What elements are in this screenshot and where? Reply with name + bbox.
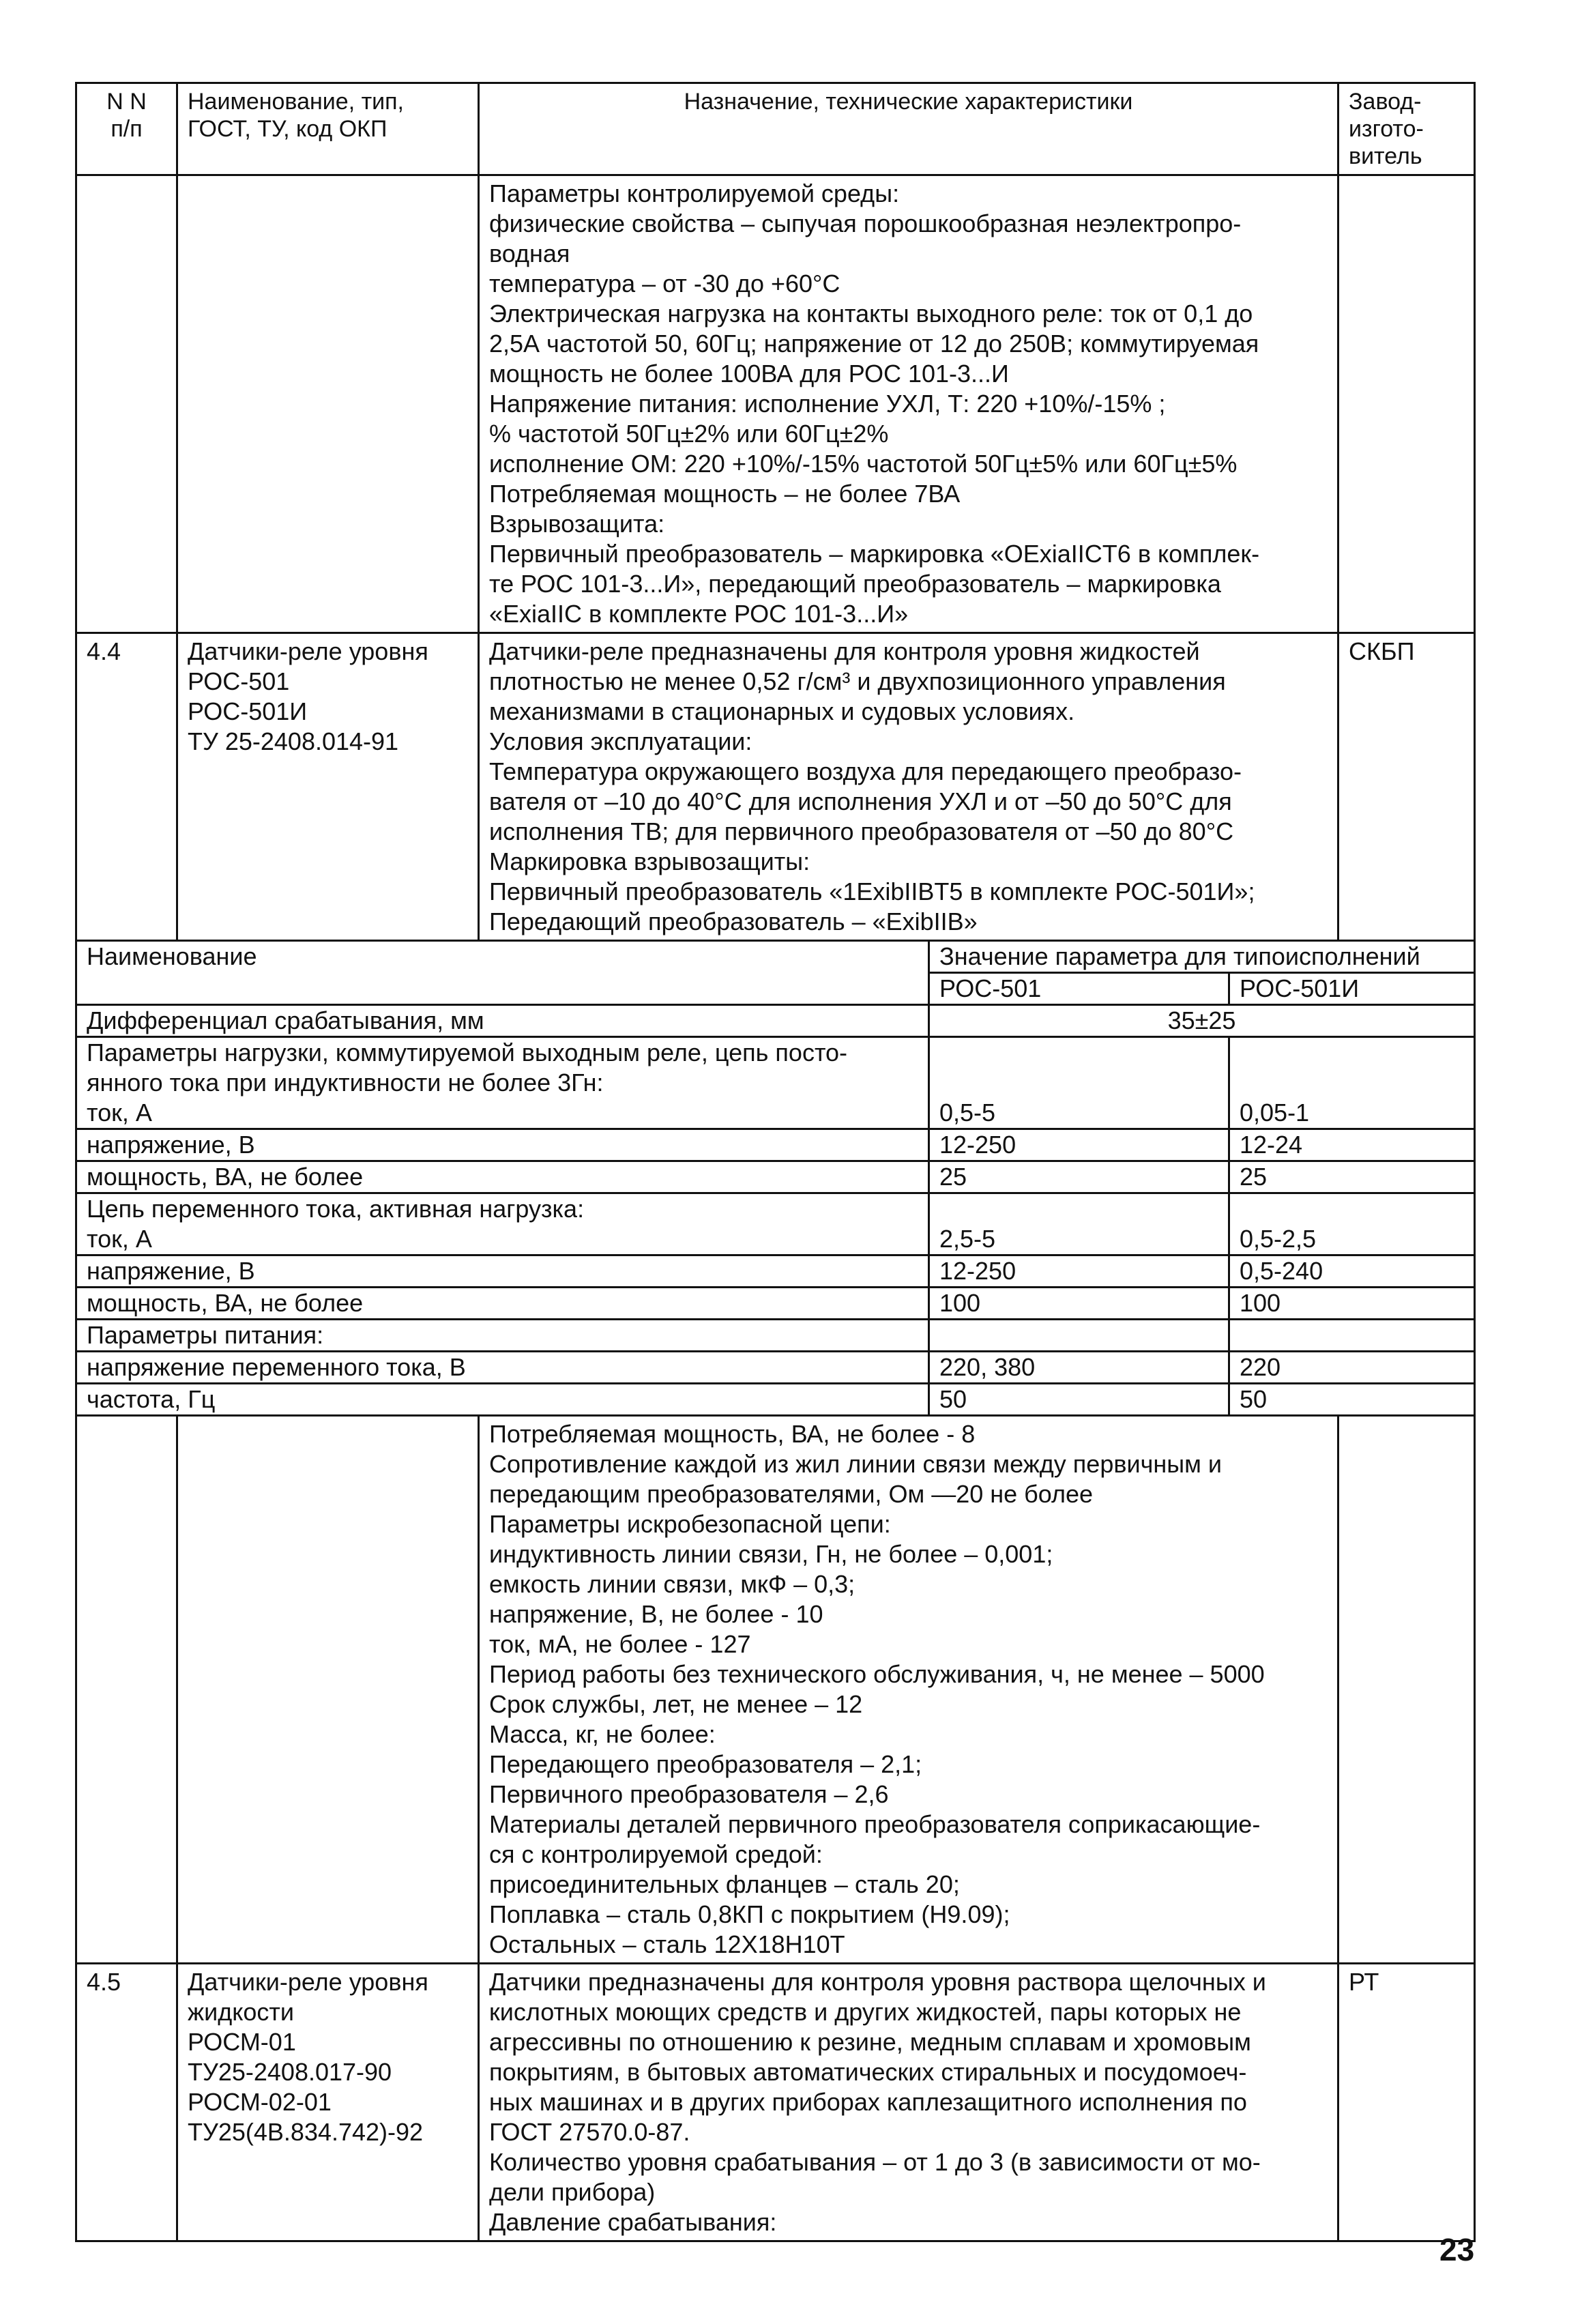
param-label: Параметры нагрузки, коммутируемой выходным реле, цепь посто- янного тока при индуктивности не более 3Гн: ток, А <box>76 1037 929 1129</box>
empty-cell <box>76 175 177 633</box>
item-name: Датчики-реле уровня РОС-501 РОС-501И ТУ 25-2408.014-91 <box>177 633 479 941</box>
spec-table <box>75 82 1476 942</box>
param-value-a: 220, 380 <box>929 1352 1229 1384</box>
param-label: мощность, ВА, не более <box>76 1161 929 1193</box>
page-number: 23 <box>1439 2232 1475 2267</box>
table-row <box>76 1384 1475 1416</box>
table-header-row <box>76 83 1475 175</box>
document-page <box>75 82 1474 2242</box>
continued-characteristics: Потребляемая мощность, ВА, не более - 8 Сопротивление каждой из жил линии связи между первичным и передающим преобразователями, Ом —20 не более Параметры искробезопасной цепи: индуктивность линии связи, Гн, не более – 0,001; емкость линии связи, мкФ – 0,3; напряжение, В, не более - 10 ток, мА, не более - 127 Период работы без технического обслуживания, ч, не менее – 5000 Срок службы, лет, не менее – 12 Масса, кг, не более: Передающего преобразователя – 2,1; Первичного преобразователя – 2,6 Материалы деталей первичного преобразователя соприкасающие- ся с контролируемой средой: присоединительных фланцев – сталь 20; Поплавка – сталь 0,8КП с покрытием (Н9.09); Остальных – сталь 12Х18Н10Т <box>479 1416 1338 1964</box>
table-row <box>76 1037 1475 1129</box>
param-header-row <box>76 941 1475 973</box>
table-row <box>76 1416 1475 1964</box>
param-value-header: Значение параметра для типоисполнений <box>929 941 1475 973</box>
item-description: Датчики-реле предназначены для контроля уровня жидкостей плотностью не менее 0,52 г/см³ и двухпозиционного управления механизмами в стационарных и судовых условиях. Условия эксплуатации: Температура окружающего воздуха для передающего преобразо- вателя от –10 до 40°С для исполнения УХЛ и от –50 до 50°С для исполнения ТВ; для первичного преобразователя от –50 до 80°С Маркировка взрывозащиты: Первичный преобразователь «1ExibIIBT5 в комплекте РОС-501И»; Передающий преобразователь – «ExibIIB» <box>479 633 1338 941</box>
param-col-ros501: РОС-501 <box>929 973 1229 1005</box>
empty-cell <box>177 175 479 633</box>
table-row <box>76 1161 1475 1193</box>
param-value-a: 50 <box>929 1384 1229 1416</box>
item-description: Датчики предназначены для контроля уровня раствора щелочных и кислотных моющих средств и других жидкостей, пары которых не агрессивны по отношению к резине, медным сплавам и хромовым покрытиям, в бытовых автоматических стиральных и посудомоеч- ных машинах и в других приборах каплезащитного исполнения по ГОСТ 27570.0-87. Количество уровня срабатывания – от 1 до 3 (в зависимости от мо- дели прибора) Давление срабатывания: <box>479 1964 1338 2241</box>
table-row <box>76 1005 1475 1037</box>
spec-table-continued <box>75 1414 1476 2242</box>
param-name-header: Наименование <box>76 941 929 1005</box>
param-value-b: 0,5-2,5 <box>1229 1193 1475 1255</box>
param-value-a <box>929 1320 1229 1352</box>
item-number: 4.4 <box>76 633 177 941</box>
table-row <box>76 1193 1475 1255</box>
param-label: напряжение, В <box>76 1255 929 1288</box>
table-row <box>76 1320 1475 1352</box>
param-value-b: 25 <box>1229 1161 1475 1193</box>
table-row <box>76 1255 1475 1288</box>
table-row <box>76 1129 1475 1161</box>
param-value-merged: 35±25 <box>929 1005 1475 1037</box>
table-row-item-4-5 <box>76 1964 1475 2241</box>
item-manufacturer: РТ <box>1338 1964 1475 2241</box>
table-row <box>76 1288 1475 1320</box>
parameter-table <box>75 940 1476 1417</box>
param-value-a: 12-250 <box>929 1129 1229 1161</box>
empty-cell <box>76 1416 177 1964</box>
empty-cell <box>1338 1416 1475 1964</box>
header-purpose: Назначение, технические характеристики <box>479 83 1338 175</box>
param-label: напряжение, В <box>76 1129 929 1161</box>
empty-cell <box>177 1416 479 1964</box>
param-label: Параметры питания: <box>76 1320 929 1352</box>
param-label: Цепь переменного тока, активная нагрузка: ток, А <box>76 1193 929 1255</box>
param-label: частота, Гц <box>76 1384 929 1416</box>
table-row <box>76 1352 1475 1384</box>
header-name-type: Наименование, тип, ГОСТ, ТУ, код ОКП <box>177 83 479 175</box>
header-manufacturer: Завод- изгото- витель <box>1338 83 1475 175</box>
param-col-ros501i: РОС-501И <box>1229 973 1475 1005</box>
param-value-a: 25 <box>929 1161 1229 1193</box>
table-row <box>76 175 1475 633</box>
param-label: Дифференциал срабатывания, мм <box>76 1005 929 1037</box>
param-value-a: 100 <box>929 1288 1229 1320</box>
param-value-b: 220 <box>1229 1352 1475 1384</box>
empty-cell <box>1338 175 1475 633</box>
table-row-item-4-4 <box>76 633 1475 941</box>
param-value-b: 0,5-240 <box>1229 1255 1475 1288</box>
param-value-b: 12-24 <box>1229 1129 1475 1161</box>
param-label: мощность, ВА, не более <box>76 1288 929 1320</box>
param-value-b: 50 <box>1229 1384 1475 1416</box>
param-value-a: 0,5-5 <box>929 1037 1229 1129</box>
param-value-a: 2,5-5 <box>929 1193 1229 1255</box>
item-name: Датчики-реле уровня жидкости РОСМ-01 ТУ25-2408.017-90 РОСМ-02-01 ТУ25(4В.834.742)-92 <box>177 1964 479 2241</box>
param-value-a: 12-250 <box>929 1255 1229 1288</box>
param-value-b: 0,05-1 <box>1229 1037 1475 1129</box>
param-label: напряжение переменного тока, В <box>76 1352 929 1384</box>
continued-characteristics: Параметры контролируемой среды: физические свойства – сыпучая порошкообразная неэлектропро- водная температура – от -30 до +60°С Электрическая нагрузка на контакты выходного реле: ток от 0,1 до 2,5А частотой 50, 60Гц; напряжение от 12 до 250В; коммутируемая мощность не более 100ВА для РОС 101-3...И Напряжение питания: исполнение УХЛ, Т: 220 +10%/-15% ; % частотой 50Гц±2% или 60Гц±2% исполнение ОМ: 220 +10%/-15% частотой 50Гц±5% или 60Гц±5% Потребляемая мощность – не более 7ВА Взрывозащита: Первичный преобразователь – маркировка «OExiaIICT6 в комплек- те РОС 101-3...И», передающий преобразователь – маркировка «ExiaIIC в комплекте РОС 101-3...И» <box>479 175 1338 633</box>
param-value-b <box>1229 1320 1475 1352</box>
param-value-b: 100 <box>1229 1288 1475 1320</box>
item-number: 4.5 <box>76 1964 177 2241</box>
header-number: N N п/п <box>76 83 177 175</box>
item-manufacturer: СКБП <box>1338 633 1475 941</box>
